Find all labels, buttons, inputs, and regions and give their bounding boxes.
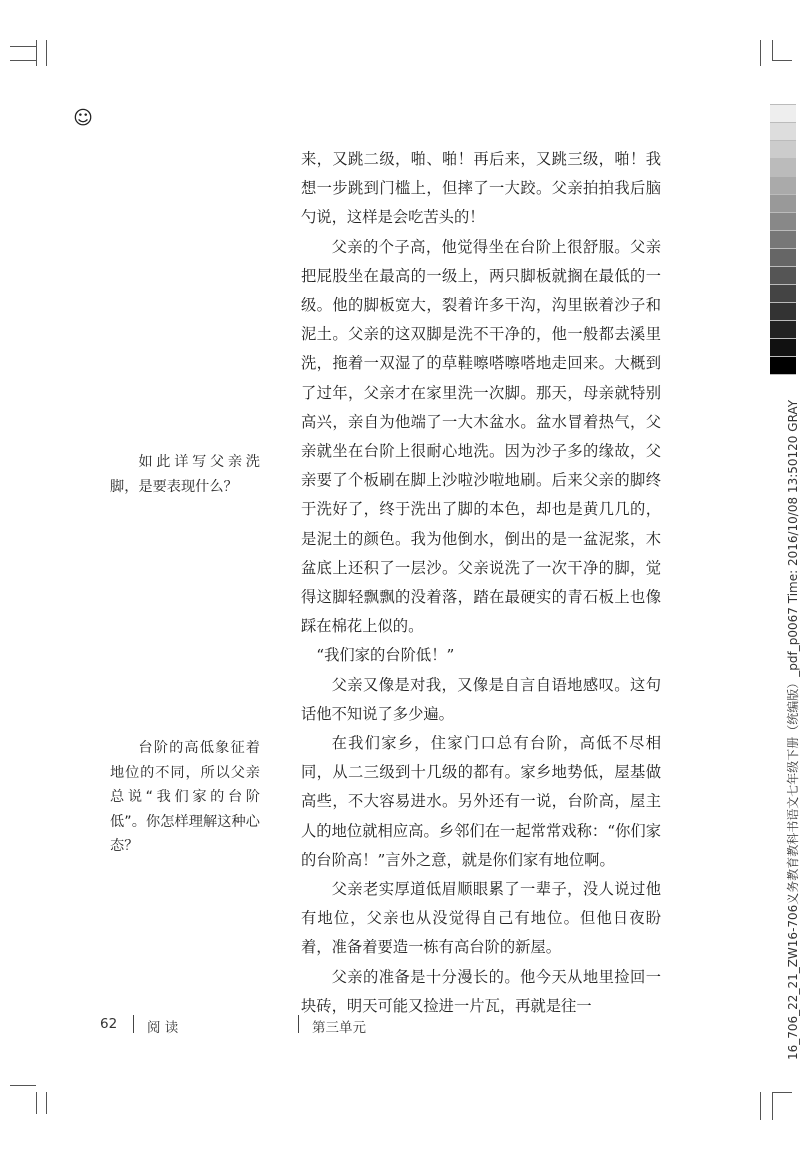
gray-swatch [770,123,796,141]
main-text [301,145,661,1021]
gray-swatch [770,249,796,267]
side-note-text: 如此详写父亲洗脚，是要表现什么？ [110,454,260,495]
main-paragraph: 来，又跳二级，啪、啪！再后来，又跳三级，啪！我想一步跳到门槛上，但摔了一大跤。父亲拍拍我后脑勺说，这样是会吃苦头的！ [301,150,661,227]
footer-divider [133,1015,134,1033]
side-note-2 [110,736,260,859]
crop-mark [772,1092,792,1093]
crop-mark [10,1085,36,1086]
crop-mark [46,40,47,66]
main-paragraph: 父亲又像是对我，又像是自言自语地感叹。这句话他不知说了多少遍。 [301,675,661,723]
side-note-text: 台阶的高低象征着地位的不同，所以父亲总说“我们家的台阶低”。你怎样理解这种心态？ [110,740,260,854]
margin-code-text: 16_706_22_21_ZW16-706义务教育教科书语文七年级下册（统编版）_pdf_p0067 Time: 2016/10/08 13:50120 [786,435,800,1060]
gray-swatch [770,231,796,249]
gray-swatch [770,321,796,339]
gray-swatch [770,303,796,321]
crop-mark [772,40,773,60]
gray-swatch [770,105,796,123]
crop-mark [46,1092,47,1114]
crop-mark [760,1092,761,1120]
gray-calibration-bar [770,87,796,375]
main-paragraph: 父亲的准备是十分漫长的。他今天从地里捡回一块砖，明天可能又捡进一片瓦，再就是往一 [301,967,661,1015]
page-number: 62 [100,1016,118,1032]
crop-mark [36,40,37,66]
book-label: 阅 读 [147,1020,179,1036]
gray-swatch [770,357,796,375]
crop-mark [760,40,761,66]
gray-swatch [770,213,796,231]
unit-label: 第三单元 [312,1020,366,1036]
gray-swatch [770,267,796,285]
gray-swatch [770,177,796,195]
footer-divider [298,1015,299,1033]
gray-swatch [770,195,796,213]
main-paragraph: 父亲老实厚道低眉顺眼累了一辈子，没人说过他有地位，父亲也从没觉得自己有地位。但他日夜盼着，准备着要造一栋有高台阶的新屋。 [301,880,661,957]
main-paragraph: 在我们家乡，住家门口总有台阶，高低不尽相同，从二三级到十几级的都有。家乡地势低，屋基做高些，不大容易进水。另外还有一说，台阶高，屋主人的地位就相应高。乡邻们在一起常常戏称：“你们家的台阶高！”言外之意，就是你们家有地位啊。 [301,734,661,869]
gray-swatch [770,141,796,159]
gray-swatch [770,285,796,303]
crop-mark [36,1092,37,1114]
smiley-face-icon: ☺ [73,107,93,129]
side-note-1 [110,450,260,499]
crop-mark [772,1092,773,1120]
gray-swatch [770,87,796,105]
gray-swatch [770,159,796,177]
gray-swatch [770,339,796,357]
main-paragraph: 父亲的个子高，他觉得坐在台阶上很舒服。父亲把屁股坐在最高的一级上，两只脚板就搁在最低的一级。他的脚板宽大，裂着许多干沟，沟里嵌着沙子和泥土。父亲的这双脚是洗不干净的，他一般都去溪里洗，拖着一双湿了的草鞋嚓嗒嚓嗒地走回来。大概到了过年，父亲才在家里洗一次脚。那天，母亲就特别高兴，亲自为他端了一大木盆水。盆水冒着热气，父亲就坐在台阶上很耐心地洗。因为沙子多的缘故，父亲要了个板刷在脚上沙啦沙啦地刷。后来父亲的脚终于洗好了，终于洗出了脚的本色，却也是黄几几的，是泥土的颜色。我为他倒水，倒出的是一盆泥浆，木盆底上还积了一层沙。父亲说洗了一次干净的脚，觉得这脚轻飘飘的没着落，踏在最硬实的青石板上也像踩在棉花上似的。 [301,237,661,636]
main-paragraph: “我们家的台阶低！” [316,646,455,665]
margin-code-gray: GRAY [786,399,800,432]
crop-mark [10,46,36,47]
margin-production-code [784,400,800,1060]
crop-mark [10,60,36,61]
crop-mark [772,60,792,61]
